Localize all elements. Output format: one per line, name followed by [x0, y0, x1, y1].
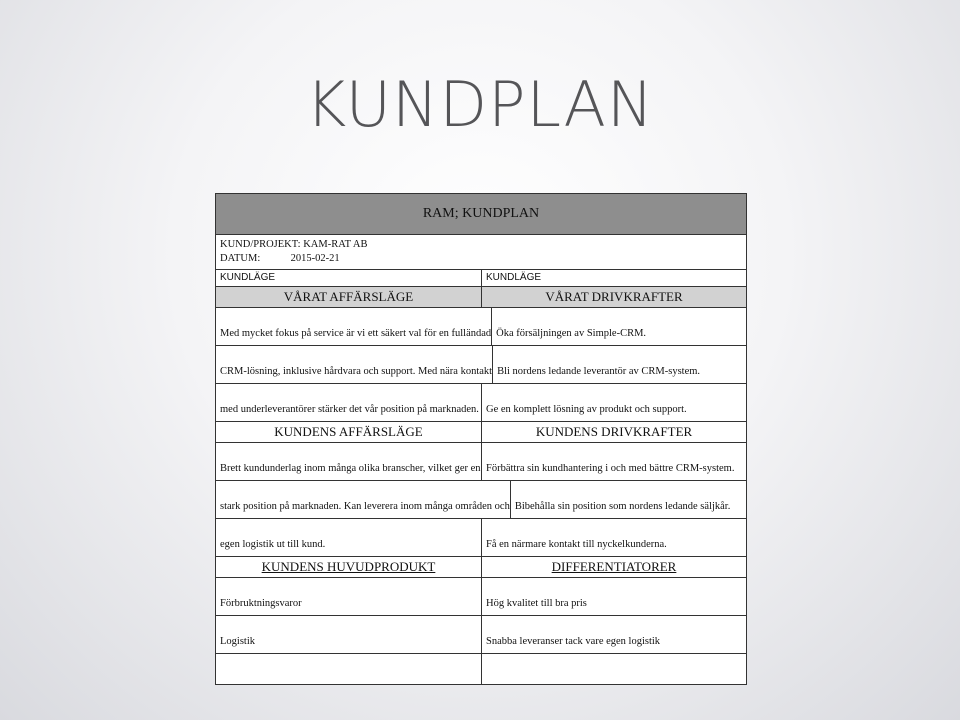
text-row	[216, 346, 746, 384]
text-cell: Förbättra sin kundhantering i och med bättre CRM-system.	[481, 443, 746, 480]
section-title-vart-affarslage: VÅRAT AFFÄRSLÄGE	[216, 287, 481, 307]
text-row	[216, 308, 746, 346]
kundlage-left: KUNDLÄGE	[220, 272, 276, 283]
project-value: KAM-RAT AB	[303, 239, 368, 250]
section-title-row	[216, 557, 746, 578]
section-title-row	[216, 287, 746, 308]
text-cell: egen logistik ut till kund.	[220, 539, 326, 550]
customer-plan-form	[215, 193, 747, 685]
section-title-vart-drivkrafter: VÅRAT DRIVKRAFTER	[481, 287, 746, 307]
text-cell: Ge en komplett lösning av produkt och support.	[481, 384, 746, 421]
text-cell: Snabba leveranser tack vare egen logistik	[481, 616, 746, 653]
text-row	[216, 481, 746, 519]
text-cell: Förbruktningsvaror	[220, 598, 302, 609]
kundlage-row	[216, 270, 746, 287]
text-cell	[481, 654, 746, 684]
text-cell: CRM-lösning, inklusive hårdvara och support. Med nära kontakt	[220, 366, 493, 377]
text-row	[216, 384, 746, 422]
text-cell	[216, 654, 481, 684]
project-label: KUND/PROJEKT:	[220, 239, 301, 250]
section-title-kundens-drivkrafter: KUNDENS DRIVKRAFTER	[481, 422, 746, 442]
text-cell: Logistik	[220, 636, 256, 647]
section-title-kundens-affarslage: KUNDENS AFFÄRSLÄGE	[216, 422, 481, 442]
text-cell: Få en närmare kontakt till nyckelkunderna.	[481, 519, 746, 556]
text-cell: Bli nordens ledande leverantör av CRM-system.	[492, 346, 757, 383]
text-row	[216, 578, 746, 616]
meta-block	[216, 235, 746, 270]
section-title-huvudprodukt: KUNDENS HUVUDPRODUKT	[216, 557, 481, 577]
text-row	[216, 616, 746, 654]
date-value: 2015-02-21	[290, 253, 340, 264]
text-cell: Med mycket fokus på service är vi ett säkert val för en fulländad	[220, 328, 492, 339]
text-cell: stark position på marknaden. Kan leverera inom många områden och	[220, 501, 510, 512]
kundlage-right: KUNDLÄGE	[481, 270, 746, 286]
text-cell: Bibehålla sin position som nordens ledande säljkår.	[510, 481, 775, 518]
section-title-differentiatorer: DIFFERENTIATORER	[481, 557, 746, 577]
text-cell: Brett kundunderlag inom många olika branscher, vilket ger en	[220, 463, 481, 474]
project-row	[220, 238, 742, 252]
date-label: DATUM:	[220, 253, 261, 264]
text-cell: med underleverantörer stärker det vår position på marknaden.	[220, 404, 479, 415]
text-cell: Hög kvalitet till bra pris	[481, 578, 746, 615]
text-row	[216, 443, 746, 481]
text-row	[216, 519, 746, 557]
date-row	[220, 252, 742, 266]
text-row	[216, 654, 746, 684]
form-header: RAM; KUNDPLAN	[216, 194, 746, 235]
slide-title: KUNDPLAN	[305, 68, 655, 141]
text-cell: Öka försäljningen av Simple-CRM.	[491, 308, 756, 345]
section-title-row	[216, 422, 746, 443]
